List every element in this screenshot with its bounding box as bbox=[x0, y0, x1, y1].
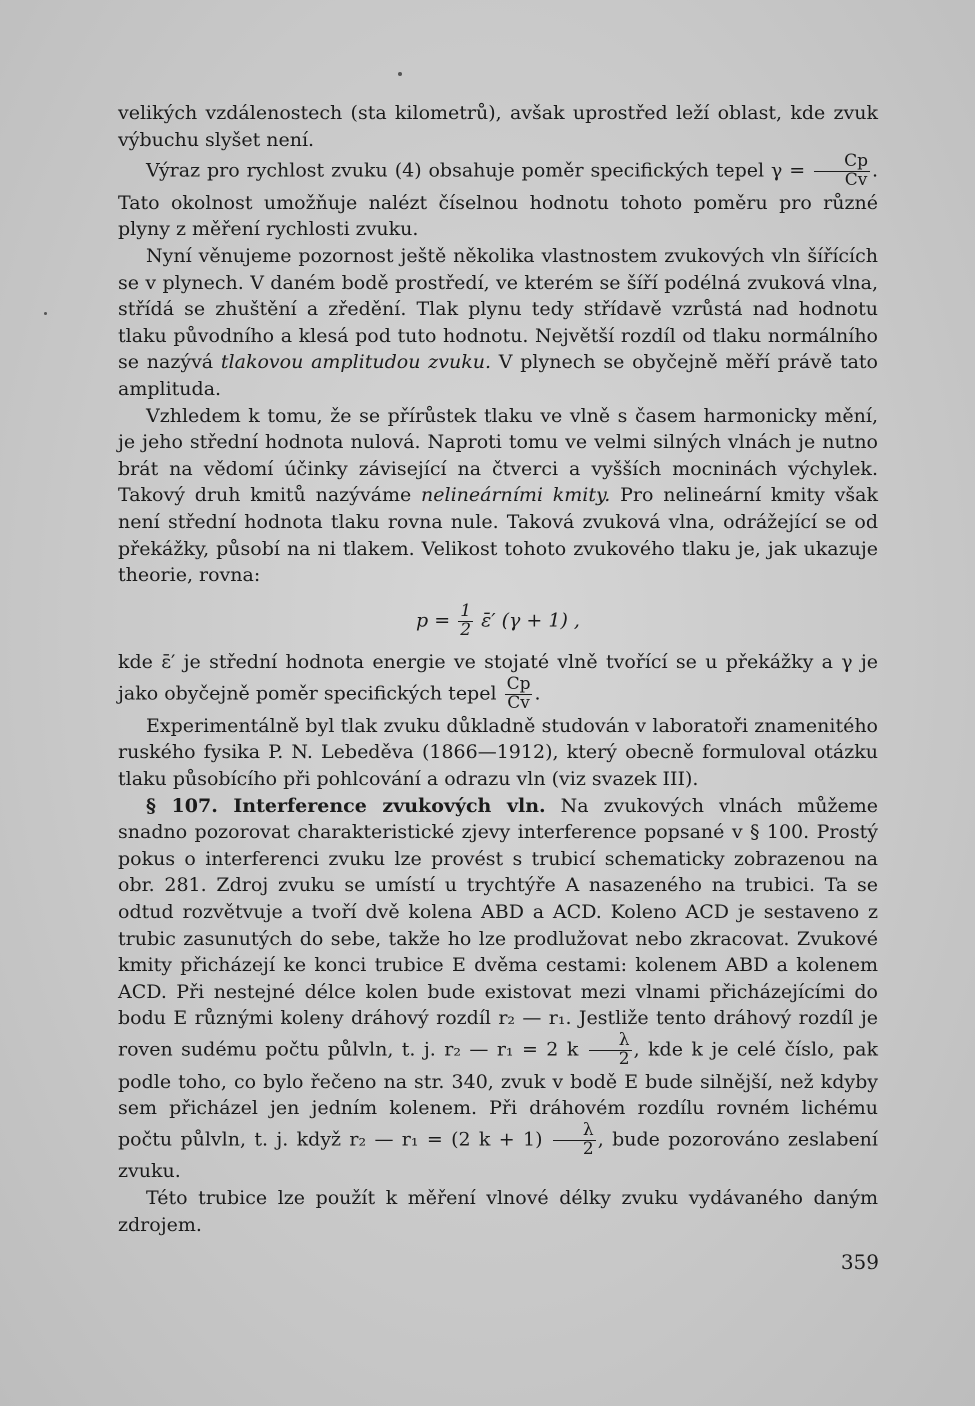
paragraph-3-text-a: Nyní věnujeme pozornost ještě několika vlastnostem zvukových vln šířících se v plynech. V daném bodě prostředí, ve kterém se šíří podélná zvuková vlna, střídá se zhuštění a zředění. Tlak plynu tedy střídavě vzrůstá nad hodnotu tlaku původního a klesá pod tuto hodnotu. Největší rozdíl od tlaku normálního se nazývá bbox=[118, 245, 878, 374]
fraction-lambda-half bbox=[553, 1119, 596, 1159]
fraction-denominator: 2 bbox=[618, 1048, 630, 1069]
term-pressure-amplitude: tlakovou amplitudou zvuku. bbox=[220, 351, 491, 374]
paragraph-1: velikých vzdálenostech (sta kilometrů), avšak uprostřed leží oblast, kde zvuk výbuchu slyšet není. bbox=[118, 102, 878, 151]
paragraph-3 bbox=[118, 243, 878, 403]
paragraph-2-text-a: Výraz pro rychlost zvuku (4) obsahuje poměr specifických tepel γ = bbox=[146, 159, 806, 182]
paragraph-4 bbox=[118, 403, 878, 589]
fraction-numerator: Cp bbox=[506, 674, 531, 695]
fraction-denominator: Cv bbox=[507, 692, 530, 713]
section-107 bbox=[118, 793, 878, 1186]
fraction-cp-cv bbox=[505, 676, 533, 713]
fraction-lambda-half bbox=[589, 1029, 632, 1069]
term-nonlinear-oscillations: nelineárními kmity. bbox=[421, 484, 611, 507]
ink-speck bbox=[398, 72, 402, 76]
paragraph-3-text-b: V plynech se obyčejně měří právě tato amplituda. bbox=[118, 351, 878, 401]
fraction-denominator: 2 bbox=[582, 1138, 594, 1159]
fraction-numerator: λ bbox=[553, 1122, 596, 1141]
page-number: 359 bbox=[840, 1250, 879, 1274]
fraction-numerator: 1 bbox=[460, 600, 472, 621]
ink-speck bbox=[44, 312, 47, 315]
fraction-denominator: 2 bbox=[460, 619, 472, 640]
section-heading: § 107. Interference zvukových vln. bbox=[146, 794, 546, 817]
paragraph-5-text-a: kde ε̄′ je střední hodnota energie ve stojaté vlně tvořící se u překážky a γ je jako obyčejně poměr specifických tepel bbox=[118, 651, 878, 705]
fraction-denominator: Cv bbox=[844, 170, 868, 191]
body-text bbox=[118, 100, 878, 1238]
paragraph-8: Této trubice lze použít k měření vlnové délky zvuku vydávaného daným zdrojem. bbox=[118, 1187, 878, 1236]
paragraph-6: Experimentálně byl tlak zvuku důkladně studován v laboratoři znamenitého ruského fysika P. N. Lebeděva (1866—1912), který obecně formuloval otázku tlaku působícího při pohlcování a odrazu vln (viz svazek III). bbox=[118, 714, 878, 790]
fraction-numerator: λ bbox=[589, 1032, 632, 1051]
paragraph-7-text-a: Na zvukových vlnách můžeme snadno pozorovat charakteristické zjevy interference popsané v § 100. Prostý pokus o interferenci zvuku lze provést s trubicí schematicky zobrazenou na obr. 281. Zdroj zvuku se umístí u trychtýře A nasazeného na trubici. Ta se odtud rozvětvuje a tvoří dvě kolena ABD a ACD. Koleno ACD je sestaveno z trubic zasunutých do sebe, takže ho lze prodlužovat nebo zkracovat. Zvukové kmity přicházejí ke konci trubice E dvěma cestami: kolenem ABD a kolenem ACD. Při nestejné délce kolen bude existovat mezi vlnami přicházejícími do bodu E různými koleny dráhový rozdíl r₂ — r₁. Jestliže tento dráhový rozdíl je roven sudému počtu půlvln, t. j. r₂ — r₁ = 2 k bbox=[118, 794, 878, 1061]
paragraph-4-text-a: Vzhledem k tomu, že se přírůstek tlaku ve vlně s časem harmonicky mění, je jeho střední hodnota nulová. Naproti tomu ve velmi silných vlnách je nutno brát na vědomí účinky závisející na čtverci a vyšších mocninách výchylek. Takový druh kmitů nazýváme bbox=[118, 404, 878, 507]
paragraph-4-text-b: Pro nelineární kmity však není střední hodnota tlaku rovna nule. Taková zvuková vlna, odrážející se od překážky, působí na ni tlakem. Velikost tohoto zvukového tlaku je, jak ukazuje theorie, rovna: bbox=[118, 484, 878, 587]
paragraph-2-text-b: . Tato okolnost umožňuje nalézt číselnou hodnotu tohoto poměru pro různé plyny z měření rychlosti zvuku. bbox=[118, 159, 878, 241]
fraction-cp-cv bbox=[814, 153, 870, 190]
paragraph-7-text-c: , bude pozorováno zeslabení zvuku. bbox=[118, 1128, 878, 1183]
pressure-equation bbox=[118, 600, 878, 640]
equation-left: p = bbox=[416, 609, 451, 632]
fraction-numerator: Cp bbox=[814, 153, 870, 172]
paragraph-2 bbox=[118, 153, 878, 243]
paragraph-5-text-b: . bbox=[534, 682, 541, 705]
equation-fraction bbox=[458, 600, 473, 640]
paragraph-7-text-b: , kde k je celé číslo, pak podle toho, co bylo řečeno na str. 340, zvuk v bodě E bude silnější, než kdyby sem přicházel jen jedním kolenem. Při dráhovém rozdílu rovném lichému počtu půlvln, t. j. když r₂ — r₁ = (2 k + 1) bbox=[118, 1038, 878, 1151]
paragraph-5 bbox=[118, 649, 878, 712]
equation-right: ε̄′ (γ + 1) , bbox=[481, 609, 580, 632]
